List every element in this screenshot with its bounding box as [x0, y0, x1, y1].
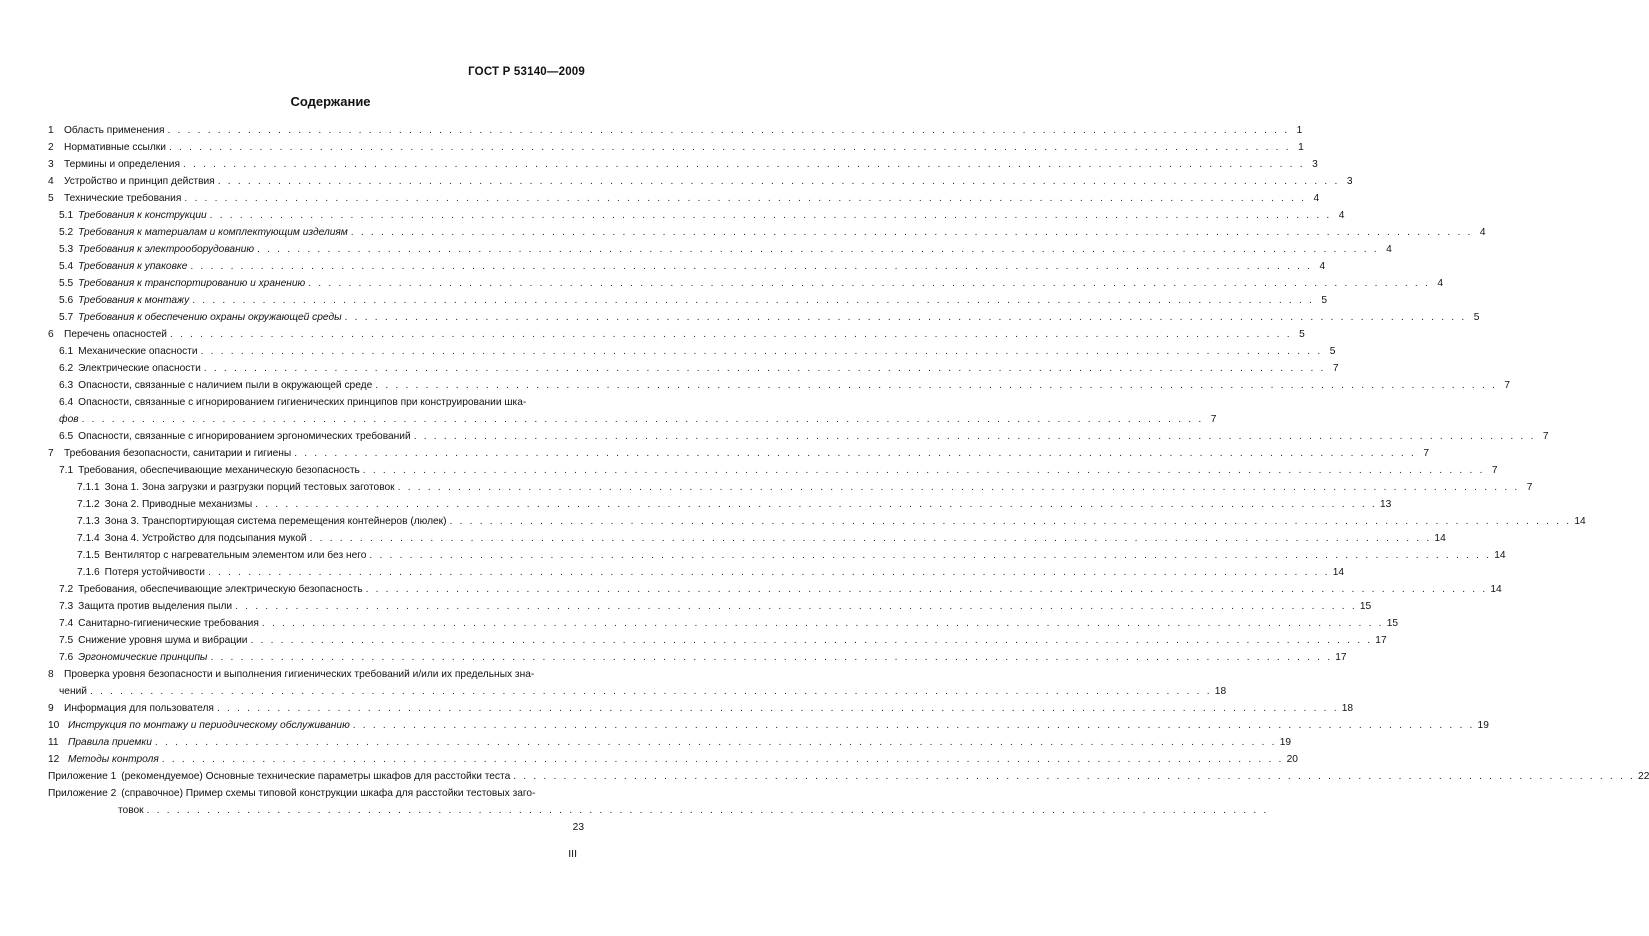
toc-entry-page: 14 [1494, 550, 1506, 561]
toc-entry-title: Зона 3. Транспортирующая система перемещения контейнеров (люлек) [104, 516, 447, 527]
toc-entry-title: Защита против выделения пыли [78, 601, 233, 612]
toc-entry-title: Технические требования [64, 193, 182, 204]
leader-dots: . . . . . . . . . . . . . . . . . . . . . . . . . . . . . . . . . . . . . . . . . . . . . . . . . . . . . . . . . . . . . . . . . . . . . . . . . . . . . . . . . . . . . . . . . . . . . . . . . . . . . . . . . . . . . . . . [182, 159, 1305, 170]
toc-entry-page: 14 [1490, 584, 1502, 595]
toc-appendix-wrapped[interactable] [48, 785, 584, 802]
toc-entry-title: Требования к материалам и комплектующим изделиям [78, 227, 348, 238]
toc-entry-title: Информация для пользователя [64, 703, 214, 714]
toc-entry-page: 7 [1210, 414, 1217, 425]
toc-entry[interactable] [48, 462, 1498, 479]
leader-dots: . . . . . . . . . . . . . . . . . . . . . . . . . . . . . . . . . . . . . . . . . . . . . . . . . . . . . . . . . . . . . . . . . . . . . . . . . . . . . . . . . . . . . . . . . . . . . . . . . . . . . . . . . . . . . . . . [207, 567, 1330, 578]
toc-entry-number: 7.2 [59, 584, 74, 595]
toc-entry-page: 4 [1338, 210, 1345, 221]
toc-entry-page: 5 [1473, 312, 1480, 323]
toc-entry-continuation[interactable] [48, 802, 1269, 819]
toc-entry-wrapped[interactable] [48, 666, 584, 683]
toc-entry-page: 15 [1359, 601, 1372, 612]
leader-dots: . . . . . . . . . . . . . . . . . . . . . . . . . . . . . . . . . . . . . . . . . . . . . . . . . . . . . . . . . . . . . . . . . . . . . . . . . . . . . . . . . . . . . . . . . . . . . . . . . . . . . . . . . . . . . . . . [167, 125, 1290, 136]
toc-entry-page: 5 [1299, 329, 1305, 340]
leader-dots: . . . . . . . . . . . . . . . . . . . . . . . . . . . . . . . . . . . . . . . . . . . . . . . . . . . . . . . . . . . . . . . . . . . . . . . . . . . . . . . . . . . . . . . . . . . . . . . . . . . . . . . . . . . . . . . . [89, 686, 1212, 697]
leader-dots: . . . . . . . . . . . . . . . . . . . . . . . . . . . . . . . . . . . . . . . . . . . . . . . . . . . . . . . . . . . . . . . . . . . . . . . . . . . . . . . . . . . . . . . . . . . . . . . . . . . . . . . . . . . . . . . . [184, 193, 1307, 204]
toc-entry[interactable] [48, 581, 1502, 598]
leader-dots: . . . . . . . . . . . . . . . . . . . . . . . . . . . . . . . . . . . . . . . . . . . . . . . . . . . . . . . . . . . . . . . . . . . . . . . . . . . . . . . . . . . . . . . . . . . . . . . . . . . . . . . . . . . . . . . . [168, 142, 1291, 153]
toc-entry[interactable] [48, 343, 1336, 360]
toc-entry[interactable] [48, 734, 1292, 751]
toc-entry-wrapped[interactable] [48, 394, 584, 411]
toc-entry[interactable] [48, 190, 1320, 207]
leader-dots: . . . . . . . . . . . . . . . . . . . . . . . . . . . . . . . . . . . . . . . . . . . . . . . . . . . . . . . . . . . . . . . . . . . . . . . . . . . . . . . . . . . . . . . . . . . . . . . . . . . . . . . . . . . . . . . . [362, 465, 1485, 476]
toc-entry[interactable] [48, 649, 1347, 666]
toc-entry[interactable] [48, 700, 1354, 717]
toc-entry-number: 5.3 [59, 244, 74, 255]
leader-dots: . . . . . . . . . . . . . . . . . . . . . . . . . . . . . . . . . . . . . . . . . . . . . . . . . . . . . . . . . . . . . . . . . . . . . . . . . . . . . . . . . . . . . . . . . . . . . . . . . . . . . . . . . . . . . . . . [449, 516, 1572, 527]
toc-entry-number: 6.4 [59, 397, 74, 408]
toc-entry-title: Зона 4. Устройство для подсыпания мукой [104, 533, 307, 544]
toc-entry-number: 7.1.2 [77, 499, 100, 510]
toc-appendix-label: Приложение 1 [48, 771, 117, 782]
toc-entry[interactable] [48, 615, 1399, 632]
toc-entry-number: 5.4 [59, 261, 74, 272]
toc-entry-page: 4 [1437, 278, 1443, 289]
toc-entry-page: 7 [1504, 380, 1511, 391]
toc-entry[interactable] [48, 173, 1353, 190]
leader-dots: . . . . . . . . . . . . . . . . . . . . . . . . . . . . . . . . . . . . . . . . . . . . . . . . . . . . . . . . . . . . . . . . . . . . . . . . . . . . . . . . . . . . . . . . . . . . . . . . . . . . . . . . . . . . . . . . [257, 244, 1379, 255]
leader-dots: . . . . . . . . . . . . . . . . . . . . . . . . . . . . . . . . . . . . . . . . . . . . . . . . . . . . . . . . . . . . . . . . . . . . . . . . . . . . . . . . . . . . . . . . . . . . . . . . . . . . . . . . . . . . . . . . [209, 210, 1332, 221]
toc-entry-number: 7.1.4 [77, 533, 100, 544]
toc-entry-number: 5.7 [59, 312, 74, 323]
toc-entry[interactable] [48, 717, 1489, 734]
toc-entry-title-line1: Опасности, связанные с игнорированием гигиенических принципов при конструировании шка- [78, 397, 527, 408]
toc-entry[interactable] [48, 224, 1486, 241]
toc-entry-title: Зона 2. Приводные механизмы [104, 499, 253, 510]
toc-entry-title: Электрические опасности [78, 363, 201, 374]
leader-dots: . . . . . . . . . . . . . . . . . . . . . . . . . . . . . . . . . . . . . . . . . . . . . . . . . . . . . . . . . . . . . . . . . . . . . . . . . . . . . . . . . . . . . . . . . . . . . . . . . . . . . . . . . . . . . . . . [344, 312, 1467, 323]
toc-entry[interactable] [48, 326, 1305, 343]
leader-dots: . . . . . . . . . . . . . . . . . . . . . . . . . . . . . . . . . . . . . . . . . . . . . . . . . . . . . . . . . . . . . . . . . . . . . . . . . . . . . . . . . . . . . . . . . . . . . . . . . . . . . . . . . . . . . . . . [161, 754, 1284, 765]
toc-entry-page: 3 [1346, 176, 1353, 187]
leader-dots: . . . . . . . . . . . . . . . . . . . . . . . . . . . . . . . . . . . . . . . . . . . . . . . . . . . . . . . . . . . . . . . . . . . . . . . . . . . . . . . . . . . . . . . . . . . . . . . . . . . . . . . . . . . . . . . . [217, 176, 1340, 187]
toc-entry-title: Эргономические принципы [78, 652, 208, 663]
toc-entry[interactable] [48, 564, 1345, 581]
toc-entry-number: 6.5 [59, 431, 74, 442]
toc-entry-page: 1 [1298, 142, 1304, 153]
toc-appendix-title: (рекомендуемое) Основные технические параметры шкафов для расстойки теста [121, 771, 511, 782]
toc-entry-number: 7.4 [59, 618, 74, 629]
toc-entry[interactable] [48, 513, 1586, 530]
leader-dots: . . . . . . . . . . . . . . . . . . . . . . . . . . . . . . . . . . . . . . . . . . . . . . . . . . . . . . . . . . . . . . . . . . . . . . . . . . . . . . . . . . . . . . . . . . . . . . . . . . . . . . . . . . . . . . . . [250, 635, 1373, 646]
toc-entry-page: 20 [1286, 754, 1298, 765]
toc-entry-title: Опасности, связанные с наличием пыли в окружающей среде [78, 380, 373, 391]
toc-entry-page: 22 [1638, 771, 1649, 782]
toc-entry-number: 6.2 [59, 363, 74, 374]
leader-dots: . . . . . . . . . . . . . . . . . . . . . . . . . . . . . . . . . . . . . . . . . . . . . . . . . . . . . . . . . . . . . . . . . . . . . . . . . . . . . . . . . . . . . . . . . . . . . . . . . . . . . . . . . . . . . . . . [413, 431, 1536, 442]
toc-entry-page: 17 [1375, 635, 1387, 646]
leader-dots: . . . . . . . . . . . . . . . . . . . . . . . . . . . . . . . . . . . . . . . . . . . . . . . . . . . . . . . . . . . . . . . . . . . . . . . . . . . . . . . . . . . . . . . . . . . . . . . . . . . . . . . . . . . . . . . . [309, 533, 1432, 544]
toc-entry[interactable] [48, 309, 1480, 326]
toc-entry-title: Санитарно-гигиенические требования [78, 618, 259, 629]
toc-entry[interactable] [48, 530, 1446, 547]
toc-entry-number: 1 [48, 125, 54, 136]
toc-entry-number: 7.5 [59, 635, 74, 646]
toc-appendix-title-line1: (справочное) Пример схемы типовой конструкции шкафа для расстойки тестовых заго- [121, 788, 536, 799]
toc-entry-page: 1 [1296, 125, 1303, 136]
toc-entry-title: Нормативные ссылки [64, 142, 166, 153]
toc-appendix[interactable] [48, 768, 1649, 785]
toc-entry[interactable] [48, 207, 1345, 224]
leader-dots: . . . . . . . . . . . . . . . . . . . . . . . . . . . . . . . . . . . . . . . . . . . . . . . . . . . . . . . . . . . . . . . . . . . . . . . . . . . . . . . . . . . . . . . . . . . . . . . . . . . . . . . . . . . . . . . . [294, 448, 1416, 459]
toc-entry[interactable] [48, 122, 1303, 139]
toc-entry-page: 3 [1312, 159, 1318, 170]
toc-entry[interactable] [48, 547, 1506, 564]
toc-entry-page: 19 [1279, 737, 1292, 748]
toc-entry-number: 10 [48, 720, 60, 731]
toc-entry-title: Вентилятор с нагревательным элементом или без него [104, 550, 367, 561]
toc-entry-title: Требования, обеспечивающие электрическую безопасность [78, 584, 363, 595]
toc-entry-number: 5.1 [59, 210, 74, 221]
toc-entry-page: 18 [1341, 703, 1354, 714]
table-of-contents [48, 122, 1649, 836]
toc-entry-page: 5 [1329, 346, 1336, 357]
toc-entry-page: 7 [1542, 431, 1549, 442]
toc-entry-page: 18 [1214, 686, 1227, 697]
toc-entry-title: Потеря устойчивости [104, 567, 205, 578]
toc-entry[interactable] [48, 496, 1392, 513]
toc-entry-number: 7.1.1 [77, 482, 100, 493]
toc-entry[interactable] [48, 275, 1443, 292]
toc-entry[interactable] [48, 428, 1549, 445]
toc-entry-page: 13 [1379, 499, 1392, 510]
toc-entry-number: 6 [48, 329, 54, 340]
toc-entry-number: 7.1.6 [77, 567, 100, 578]
leader-dots: . . . . . . . . . . . . . . . . . . . . . . . . . . . . . . . . . . . . . . . . . . . . . . . . . . . . . . . . . . . . . . . . . . . . . . . . . . . . . . . . . . . . . . . . . . . . . . . . . . . . . . . . . . . . . . . . [154, 737, 1277, 748]
toc-entry-title: Требования, обеспечивающие механическую безопасность [78, 465, 360, 476]
toc-entry-number: 11 [48, 737, 59, 748]
leader-dots: . . . . . . . . . . . . . . . . . . . . . . . . . . . . . . . . . . . . . . . . . . . . . . . . . . . . . . . . . . . . . . . . . . . . . . . . . . . . . . . . . . . . . . . . . . . . . . . . . . . . . . . . . . . . . . . . [261, 618, 1384, 629]
toc-entry-title-line2: фов [59, 414, 79, 425]
toc-entry[interactable] [48, 241, 1392, 258]
toc-entry-number: 5.5 [59, 278, 74, 289]
toc-entry-number: 7.1.3 [77, 516, 100, 527]
leader-dots: . . . . . . . . . . . . . . . . . . . . . . . . . . . . . . . . . . . . . . . . . . . . . . . . . . . . . . . . . . . . . . . . . . . . . . . . . . . . . . . . . . . . . . . . . . . . . . . . . . . . . . . . . . . . . . . . [513, 771, 1636, 782]
leader-dots: . . . . . . . . . . . . . . . . . . . . . . . . . . . . . . . . . . . . . . . . . . . . . . . . . . . . . . . . . . . . . . . . . . . . . . . . . . . . . . . . . . . . . . . . . . . . . . . . . . . . . . . . . . . . . . . . [308, 278, 1430, 289]
toc-entry-title: Область применения [64, 125, 165, 136]
leader-dots: . . . . . . . . . . . . . . . . . . . . . . . . . . . . . . . . . . . . . . . . . . . . . . . . . . . . . . . . . . . . . . . . . . . . . . . . . . . . . . . . . . . . . . . . . . . . . . . . . . . . . . . . . . . . . . . . [81, 414, 1204, 425]
toc-entry[interactable] [48, 360, 1339, 377]
toc-entry[interactable] [48, 479, 1533, 496]
toc-entry-number: 7.3 [59, 601, 74, 612]
leader-dots: . . . . . . . . . . . . . . . . . . . . . . . . . . . . . . . . . . . . . . . . . . . . . . . . . . . . . . . . . . . . . . . . . . . . . . . . . . . . . . . . . . . . . . . . . . . . . . . . . . . . . . . . . . . . . . . . [210, 652, 1333, 663]
toc-entry-page: 4 [1479, 227, 1486, 238]
toc-entry[interactable] [48, 598, 1372, 615]
toc-appendix-title-line2: товок [118, 805, 144, 816]
leader-dots: . . . . . . . . . . . . . . . . . . . . . . . . . . . . . . . . . . . . . . . . . . . . . . . . . . . . . . . . . . . . . . . . . . . . . . . . . . . . . . . . . . . . . . . . . . . . . . . . . . . . . . . . . . . . . . . . [203, 363, 1326, 374]
toc-entry-title: Требования к монтажу [78, 295, 190, 306]
leader-dots: . . . . . . . . . . . . . . . . . . . . . . . . . . . . . . . . . . . . . . . . . . . . . . . . . . . . . . . . . . . . . . . . . . . . . . . . . . . . . . . . . . . . . . . . . . . . . . . . . . . . . . . . . . . . . . . . [375, 380, 1498, 391]
toc-entry-continuation[interactable] [48, 683, 1227, 700]
toc-entry[interactable] [48, 632, 1387, 649]
leader-dots: . . . . . . . . . . . . . . . . . . . . . . . . . . . . . . . . . . . . . . . . . . . . . . . . . . . . . . . . . . . . . . . . . . . . . . . . . . . . . . . . . . . . . . . . . . . . . . . . . . . . . . . . . . . . . . . . [200, 346, 1323, 357]
toc-entry[interactable] [48, 445, 1429, 462]
toc-entry-number: 7.1 [59, 465, 74, 476]
leader-dots: . . . . . . . . . . . . . . . . . . . . . . . . . . . . . . . . . . . . . . . . . . . . . . . . . . . . . . . . . . . . . . . . . . . . . . . . . . . . . . . . . . . . . . . . . . . . . . . . . . . . . . . . . . . . . . . . [169, 329, 1292, 340]
toc-entry-page: 7 [1491, 465, 1498, 476]
toc-entry[interactable] [48, 139, 1304, 156]
toc-entry-title: Требования к электрооборудованию [78, 244, 255, 255]
toc-entry-page: 7 [1423, 448, 1429, 459]
toc-entry-page: 4 [1319, 261, 1326, 272]
page-title: Содержание [290, 94, 371, 109]
toc-entry-page: 23 [572, 822, 584, 833]
toc-entry-number: 2 [48, 142, 54, 153]
toc-entry-page: 17 [1335, 652, 1347, 663]
toc-entry-page: 4 [1386, 244, 1392, 255]
toc-entry[interactable] [48, 156, 1318, 173]
leader-dots: . . . . . . . . . . . . . . . . . . . . . . . . . . . . . . . . . . . . . . . . . . . . . . . . . . . . . . . . . . . . . . . . . . . . . . . . . . . . . . . . . . . . . . . . . . . . . . . . . . . . . . . . . . . . . . . . [397, 482, 1520, 493]
toc-entry-page: 15 [1386, 618, 1399, 629]
leader-dots: . . . . . . . . . . . . . . . . . . . . . . . . . . . . . . . . . . . . . . . . . . . . . . . . . . . . . . . . . . . . . . . . . . . . . . . . . . . . . . . . . . . . . . . . . . . . . . . . . . . . . . . . . . . . . . . . [192, 295, 1315, 306]
toc-entry-title: Инструкция по монтажу и периодическому обслуживанию [68, 720, 350, 731]
toc-entry-number: 3 [48, 159, 54, 170]
toc-entry-number: 9 [48, 703, 54, 714]
toc-entry-title: Перечень опасностей [64, 329, 167, 340]
toc-entry-page: 14 [1332, 567, 1345, 578]
toc-entry-title: Требования к конструкции [78, 210, 207, 221]
leader-dots: . . . . . . . . . . . . . . . . . . . . . . . . . . . . . . . . . . . . . . . . . . . . . . . . . . . . . . . . . . . . . . . . . . . . . . . . . . . . . . . . . . . . . . . . . . . . . . . . . . . . . . . . . . . . . . . . [255, 499, 1377, 510]
toc-entry-number: 5.6 [59, 295, 74, 306]
toc-entry-number: 5.2 [59, 227, 74, 238]
toc-appendix-page-row [48, 819, 584, 836]
toc-entry-title: Требования к транспортированию и хранению [78, 278, 306, 289]
leader-dots: . . . . . . . . . . . . . . . . . . . . . . . . . . . . . . . . . . . . . . . . . . . . . . . . . . . . . . . . . . . . . . . . . . . . . . . . . . . . . . . . . . . . . . . . . . . . . . . . . . . . . . . . . . . . . . . . [146, 805, 1269, 816]
leader-dots: . . . . . . . . . . . . . . . . . . . . . . . . . . . . . . . . . . . . . . . . . . . . . . . . . . . . . . . . . . . . . . . . . . . . . . . . . . . . . . . . . . . . . . . . . . . . . . . . . . . . . . . . . . . . . . . . [235, 601, 1357, 612]
toc-entry-number: 7.1.5 [77, 550, 100, 561]
toc-entry[interactable] [48, 292, 1328, 309]
leader-dots: . . . . . . . . . . . . . . . . . . . . . . . . . . . . . . . . . . . . . . . . . . . . . . . . . . . . . . . . . . . . . . . . . . . . . . . . . . . . . . . . . . . . . . . . . . . . . . . . . . . . . . . . . . . . . . . . [216, 703, 1339, 714]
page-number: III [568, 848, 577, 860]
toc-entry-number: 8 [48, 669, 54, 680]
toc-entry-number: 6.1 [59, 346, 74, 357]
toc-entry-page: 19 [1477, 720, 1489, 731]
toc-entry[interactable] [48, 258, 1326, 275]
leader-dots: . . . . . . . . . . . . . . . . . . . . . . . . . . . . . . . . . . . . . . . . . . . . . . . . . . . . . . . . . . . . . . . . . . . . . . . . . . . . . . . . . . . . . . . . . . . . . . . . . . . . . . . . . . . . . . . . [352, 720, 1475, 731]
leader-dots: . . . . . . . . . . . . . . . . . . . . . . . . . . . . . . . . . . . . . . . . . . . . . . . . . . . . . . . . . . . . . . . . . . . . . . . . . . . . . . . . . . . . . . . . . . . . . . . . . . . . . . . . . . . . . . . . [350, 227, 1473, 238]
toc-entry-continuation[interactable] [48, 411, 1217, 428]
toc-entry-number: 4 [48, 176, 54, 187]
toc-entry[interactable] [48, 377, 1511, 394]
leader-dots: . . . . . . . . . . . . . . . . . . . . . . . . . . . . . . . . . . . . . . . . . . . . . . . . . . . . . . . . . . . . . . . . . . . . . . . . . . . . . . . . . . . . . . . . . . . . . . . . . . . . . . . . . . . . . . . . [369, 550, 1492, 561]
toc-entry-title: Требования к упаковке [78, 261, 188, 272]
document-code: ГОСТ Р 53140—2009 [468, 66, 585, 78]
toc-entry[interactable] [48, 751, 1298, 768]
toc-entry-page: 14 [1574, 516, 1586, 527]
toc-entry-page: 7 [1526, 482, 1533, 493]
toc-entry-page: 4 [1313, 193, 1320, 204]
toc-entry-title: Механические опасности [78, 346, 198, 357]
toc-entry-page: 14 [1434, 533, 1446, 544]
toc-entry-title: Требования к обеспечению охраны окружающей среды [78, 312, 342, 323]
toc-entry-page: 7 [1332, 363, 1339, 374]
toc-appendix-label: Приложение 2 [48, 788, 117, 799]
toc-entry-title: Снижение уровня шума и вибрации [78, 635, 248, 646]
toc-entry-title: Устройство и принцип действия [64, 176, 215, 187]
toc-entry-title: Требования безопасности, санитарии и гигиены [64, 448, 292, 459]
leader-dots: . . . . . . . . . . . . . . . . . . . . . . . . . . . . . . . . . . . . . . . . . . . . . . . . . . . . . . . . . . . . . . . . . . . . . . . . . . . . . . . . . . . . . . . . . . . . . . . . . . . . . . . . . . . . . . . . [190, 261, 1313, 272]
toc-entry-title: Правила приемки [68, 737, 152, 748]
toc-entry-number: 6.3 [59, 380, 74, 391]
toc-entry-number: 5 [48, 193, 54, 204]
toc-entry-title: Зона 1. Зона загрузки и разгрузки порций тестовых заготовок [104, 482, 395, 493]
toc-entry-title: Методы контроля [68, 754, 159, 765]
toc-entry-title: Опасности, связанные с игнорированием эргономических требований [78, 431, 411, 442]
toc-entry-title: Термины и определения [64, 159, 180, 170]
leader-dots: . . . . . . . . . . . . . . . . . . . . . . . . . . . . . . . . . . . . . . . . . . . . . . . . . . . . . . . . . . . . . . . . . . . . . . . . . . . . . . . . . . . . . . . . . . . . . . . . . . . . . . . . . . . . . . . . [365, 584, 1488, 595]
toc-entry-page: 5 [1321, 295, 1328, 306]
toc-entry-number: 7 [48, 448, 54, 459]
toc-entry-title-line1: Проверка уровня безопасности и выполнения гигиенических требований и/или их предельных зна- [64, 669, 535, 680]
toc-entry-number: 12 [48, 754, 60, 765]
toc-entry-title-line2: чений [59, 686, 87, 697]
toc-entry-number: 7.6 [59, 652, 74, 663]
